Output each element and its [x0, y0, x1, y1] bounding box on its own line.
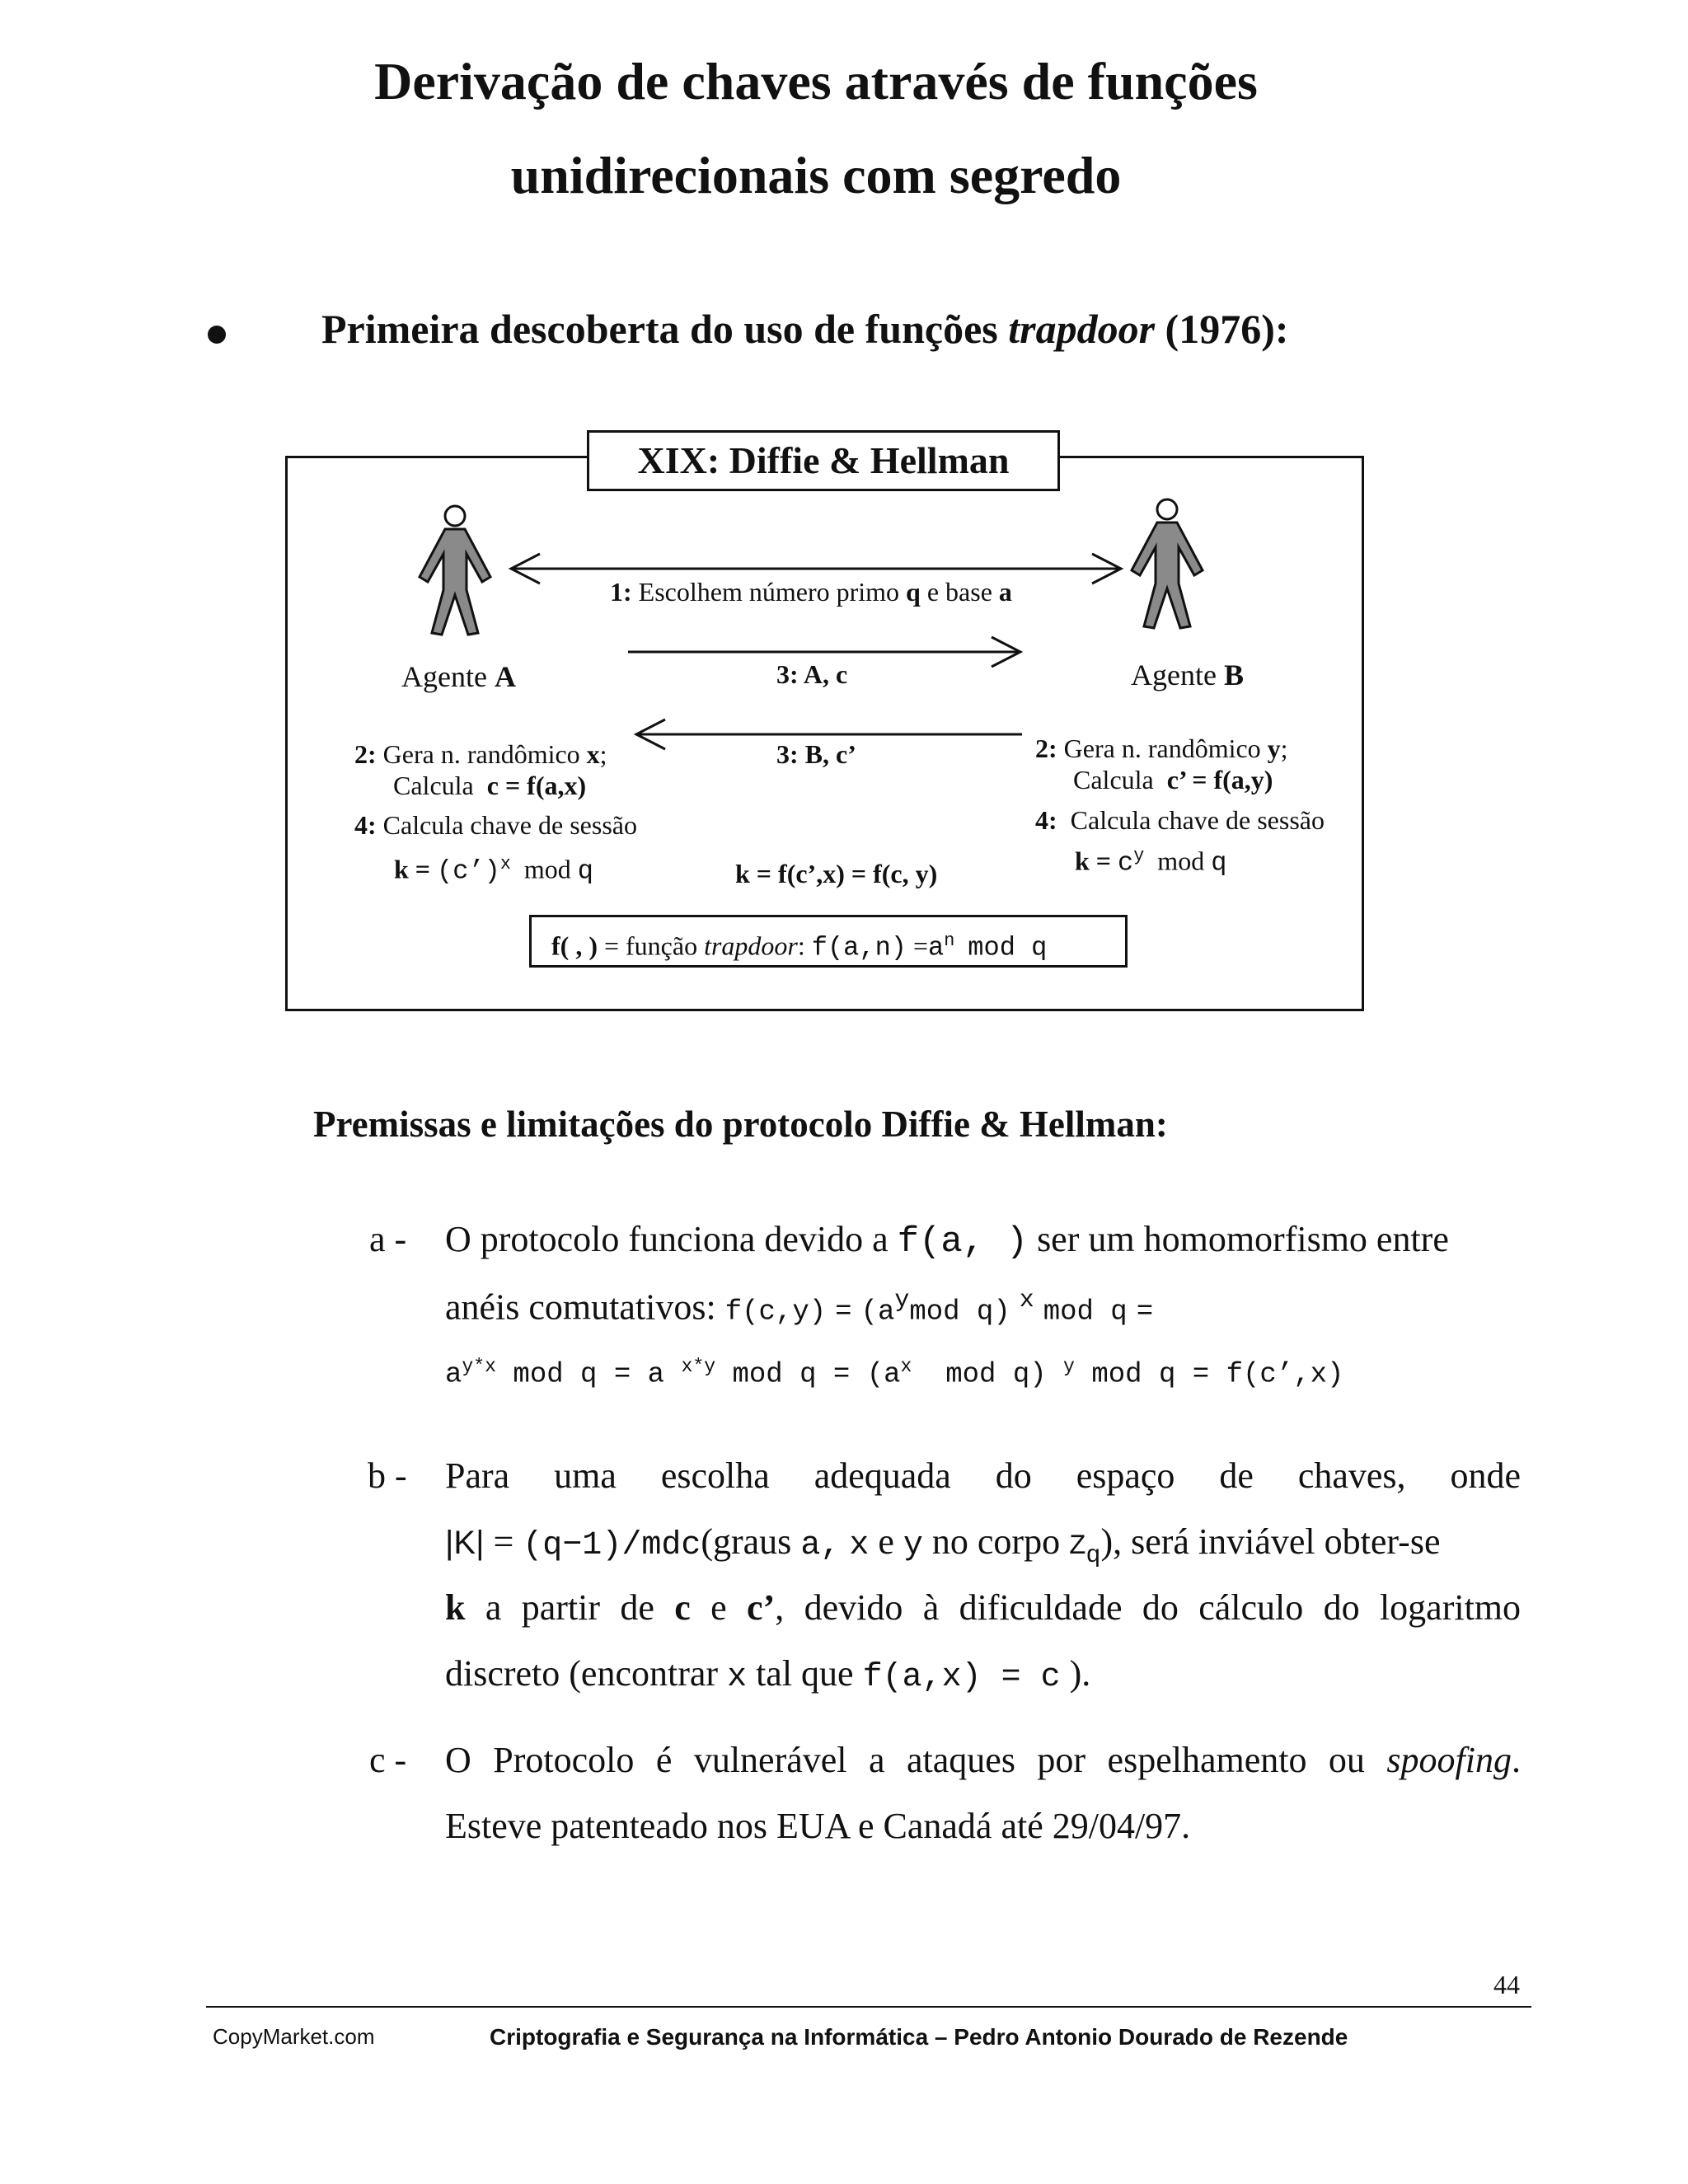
agent-a-step-2: 2: Gera n. randômico x;	[354, 739, 607, 769]
item-a-label: a -	[369, 1219, 407, 1259]
person-a-icon	[420, 506, 490, 635]
item-b-line-3: k a partir de c e c’, devido à dificuldade do cálculo do logaritmo	[445, 1587, 1522, 1628]
footer-divider	[206, 2006, 1531, 2008]
agent-b-step-2: 2: Gera n. randômico y;	[1035, 733, 1288, 763]
agent-a-step-4: 4: Calcula chave de sessão	[354, 810, 637, 840]
trapdoor-formula: f( , ) = função trapdoor: $f(a,n) =a^n$ mod q	[529, 915, 1128, 968]
section-heading: Primeira descoberta do uso de funções trapdoor (1976):	[321, 306, 1289, 352]
item-c-line-1: O Protocolo é vulnerável a ataques por espelhamento ou spoofing.	[445, 1740, 1521, 1780]
step-1-label: 1: Escolhem número primo q e base a	[610, 577, 1012, 607]
agent-a-calc: Calcula c = f(a,x)	[393, 771, 587, 800]
page-number: 44	[1493, 1970, 1520, 1999]
step-3-a-label: 3: A, c	[776, 659, 848, 689]
premissas-heading: Premissas e limitações do protocolo Diffie & Hellman:	[313, 1104, 1168, 1145]
footer-book-title: Criptografia e Segurança na Informática – Pedro Antonio Dourado de Rezende	[490, 2024, 1348, 2050]
agent-b-label: Agente B	[1131, 658, 1244, 691]
footer-site: CopyMarket.com	[213, 2024, 375, 2049]
item-c-label: c -	[369, 1740, 407, 1780]
agent-a-label: Agente A	[401, 660, 516, 693]
item-b-line-4: discreto (encontrar x tal que f(a,x) = c ).	[445, 1653, 1091, 1696]
item-b-label: b -	[368, 1455, 407, 1496]
item-a-line-1: O protocolo funciona devido a f(a, ) ser um homomorfismo entre	[445, 1219, 1449, 1263]
person-b-icon	[1132, 499, 1203, 628]
item-c-line-2: Esteve patenteado nos EUA e Canadá até 29/04/97.	[445, 1806, 1191, 1846]
shared-key-equation: k = f(c’,x) = f(c, y)	[735, 859, 938, 888]
agent-b-calc: Calcula c’ = f(a,y)	[1073, 765, 1273, 794]
page-title-line-2: unidirecionais com segredo	[510, 146, 1122, 204]
agent-b-step-4: 4: Calcula chave de sessão	[1035, 805, 1325, 835]
page-title-line-1: Derivação de chaves através de funções	[374, 52, 1258, 110]
diagram-title: XIX: Diffie & Hellman	[587, 430, 1060, 491]
item-b-line-2: |K| = (q−1)/mdc(graus a, x e y no corpo $Z_q$), será inviável obter-se	[445, 1521, 1441, 1569]
item-a-line-3: $a^{y*x}$ mod q = a $^{x*y}$ mod $q = (a^x$ mod q) $^y$ mod q = f(c’,x)	[445, 1356, 1344, 1391]
item-b-line-1: Para uma escolha adequada do espaço de chaves, onde	[445, 1455, 1521, 1496]
agent-a-key: k = (c’)$^x$ mod q	[394, 854, 593, 887]
agent-b-key: $k = c^y$ mod q	[1075, 846, 1227, 879]
item-a-line-2: anéis comutativos: $f(c,y) = (a^ymod$ q) $^x$ mod q =	[445, 1286, 1154, 1329]
step-3-b-label: 3: B, c’	[776, 739, 856, 769]
